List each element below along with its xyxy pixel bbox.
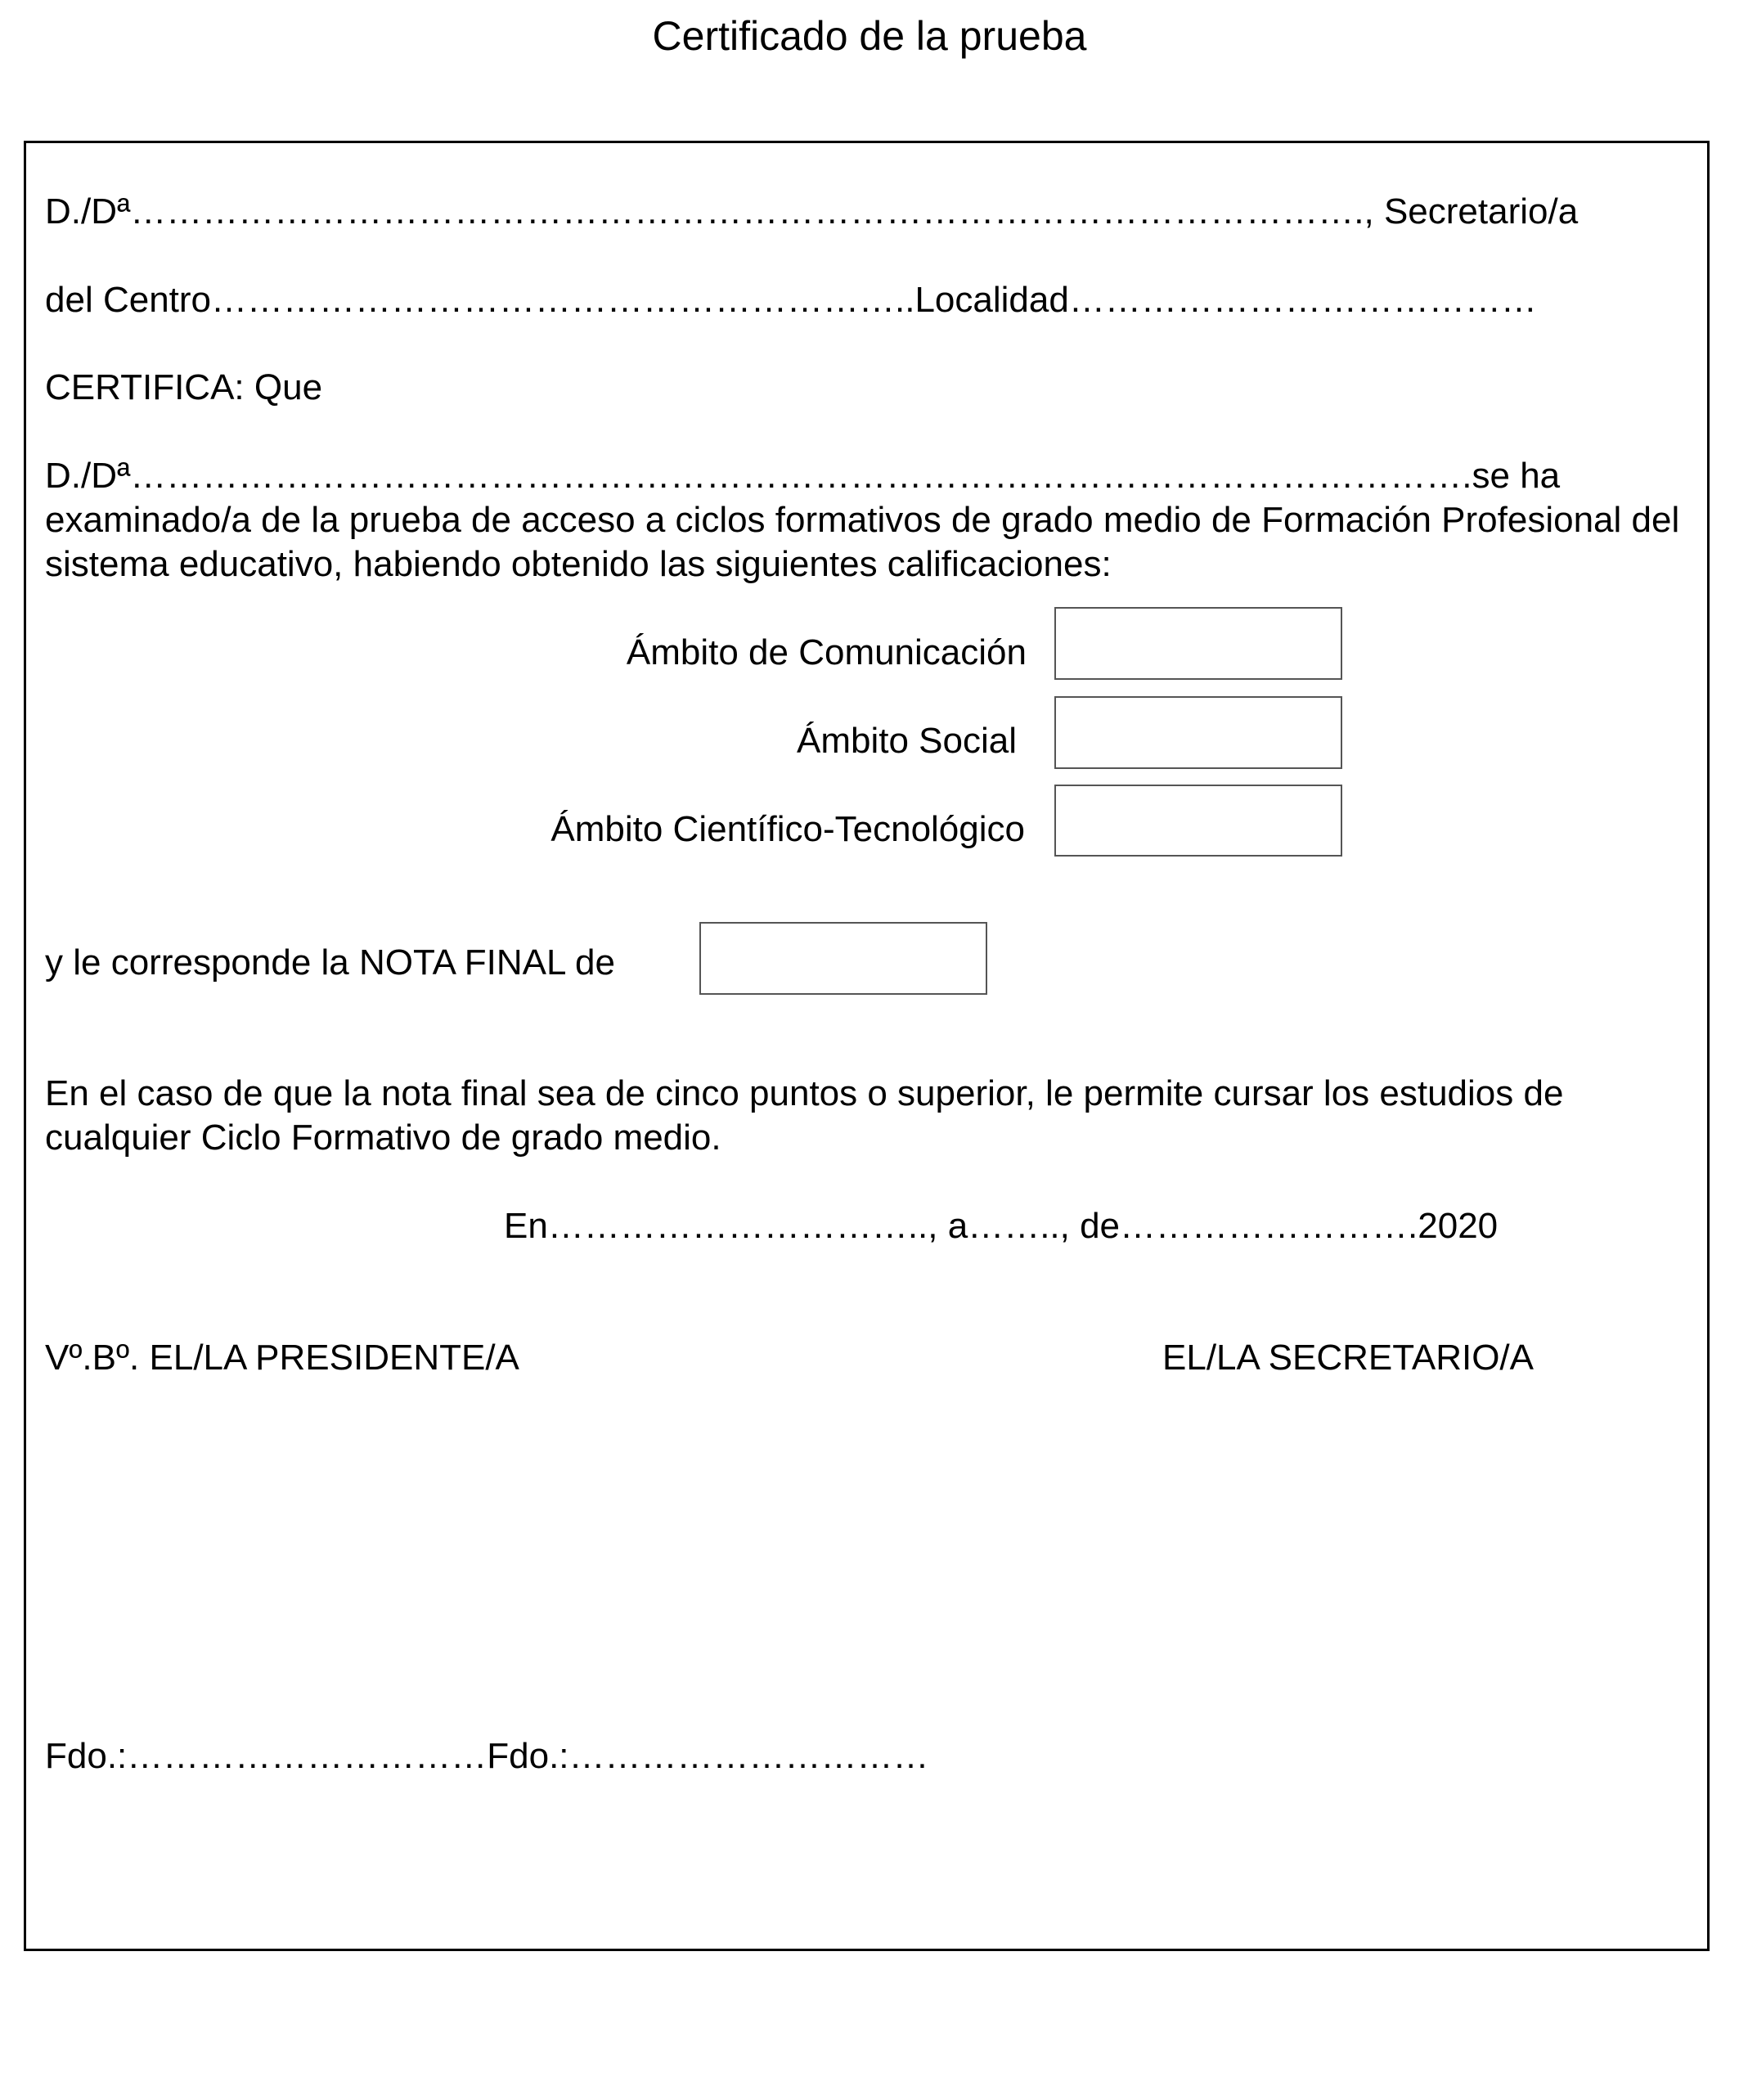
grade-label-comunicacion: Ámbito de Comunicación bbox=[626, 632, 1027, 672]
grade-label-social: Ámbito Social bbox=[796, 721, 1017, 761]
grade-box-cientifico[interactable] bbox=[1054, 785, 1342, 857]
secretary-name-line: D./Dª…………………………………………………………………………………………., Secretario/a bbox=[45, 191, 1579, 232]
date-line: En………………………….., a…….., de…………………….2020 bbox=[504, 1206, 1499, 1246]
grade-label-cientifico: Ámbito Científico-Tecnológico bbox=[550, 809, 1025, 849]
final-grade-box[interactable] bbox=[699, 922, 987, 995]
final-grade-label: y le corresponde la NOTA FINAL de bbox=[45, 942, 615, 983]
grade-box-social[interactable] bbox=[1054, 696, 1342, 769]
president-label: Vº.Bº. EL/LA PRESIDENTE/A bbox=[45, 1338, 519, 1378]
candidate-name-line: D./Dª………………………………………………………………………………………………….se ha bbox=[45, 456, 1561, 496]
secretary-label: EL/LA SECRETARIO/A bbox=[1162, 1338, 1535, 1378]
exam-paragraph: examinado/a de la prueba de acceso a ciclos formativos de grado medio de Formación Profesional del sistema educativo, habiendo obtenido las siguientes calificaciones: bbox=[45, 500, 1680, 584]
certificate-frame bbox=[24, 141, 1710, 1951]
center-locality-line: del Centro…………………………………………………..Localidad………………………………… bbox=[45, 280, 1537, 320]
page-title: Certificado de la prueba bbox=[652, 13, 1087, 59]
grade-box-comunicacion[interactable] bbox=[1054, 607, 1342, 680]
certifica-label: CERTIFICA: Que bbox=[45, 367, 323, 407]
signature-lines: Fdo.:…………………………Fdo.:………………………… bbox=[45, 1736, 929, 1776]
note-paragraph: En el caso de que la nota final sea de cinco puntos o superior, le permite cursar los estudios de cualquier Ciclo Formativo de grado medio. bbox=[45, 1073, 1564, 1158]
